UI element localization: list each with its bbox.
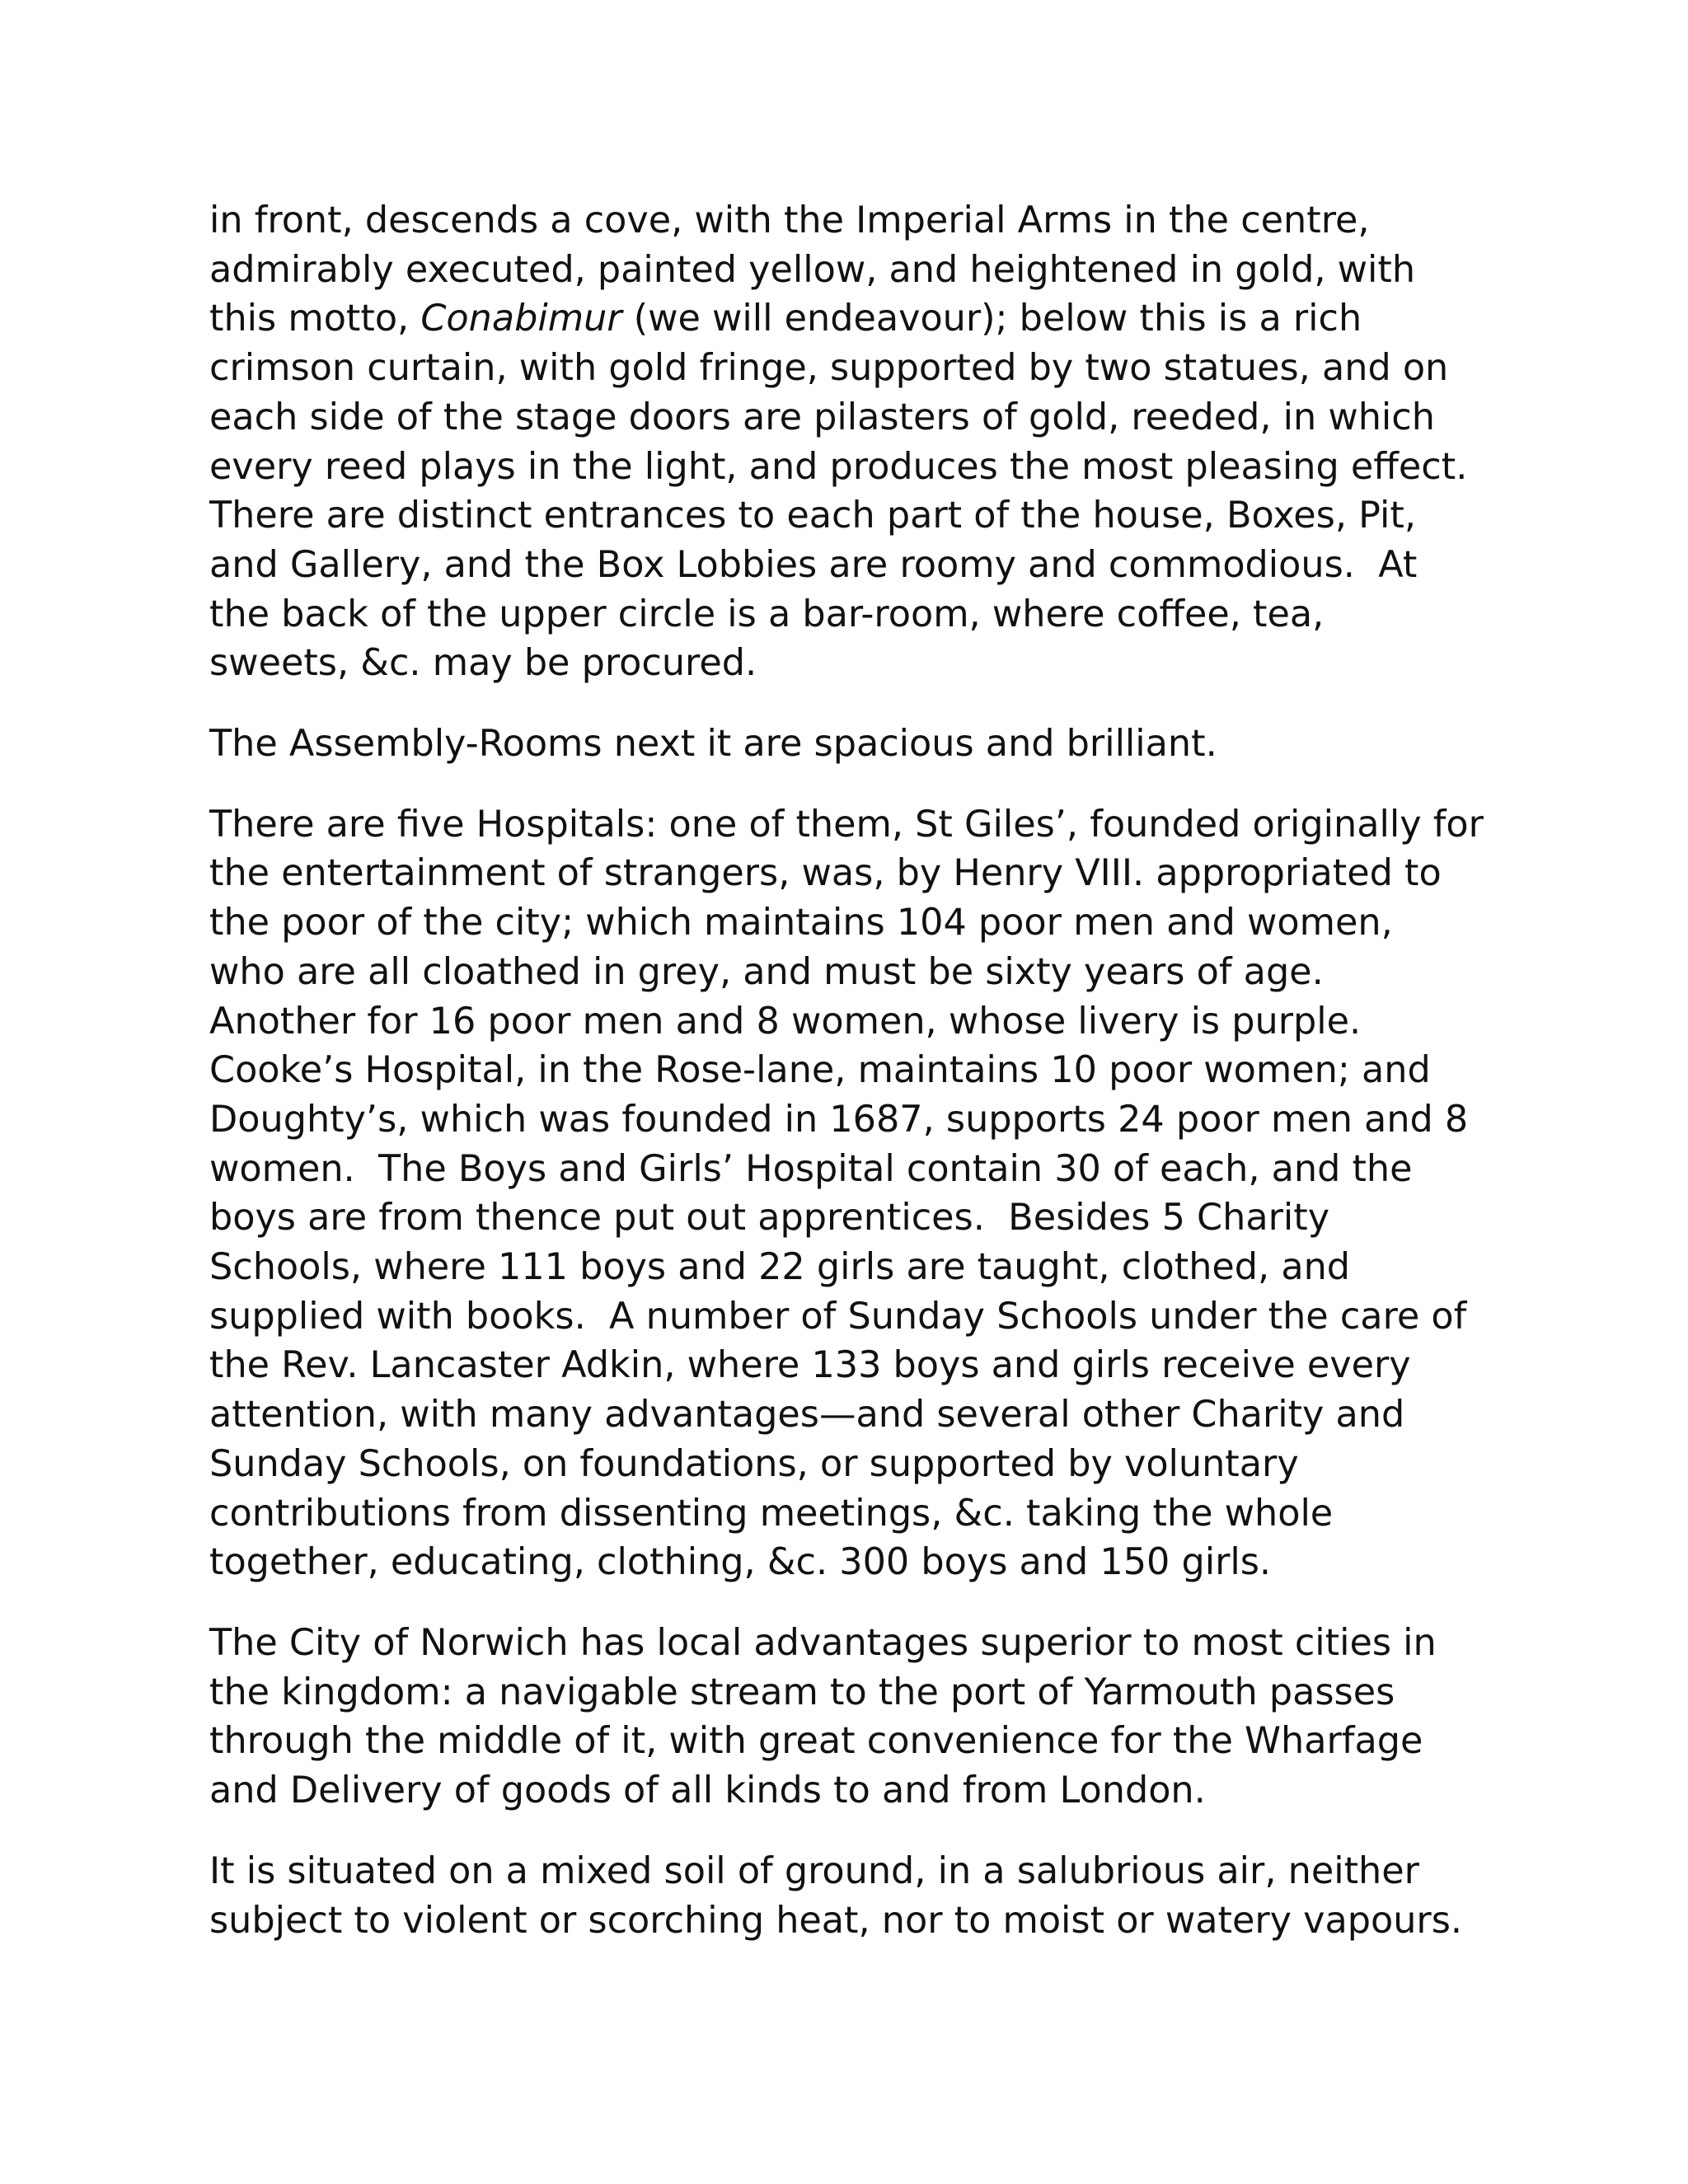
text-fragment: (we will endeavour); below this is a rich	[621, 298, 1362, 340]
text-line: supplied with books. A number of Sunday Schools under the care of	[209, 1295, 1467, 1338]
text-line: The City of Norwich has local advantages superior to most cities in	[209, 1621, 1437, 1664]
text-line: Schools, where 111 boys and 22 girls are taught, clothed, and	[209, 1246, 1351, 1289]
text-line: There are distinct entrances to each part of the house, Boxes, Pit,	[209, 494, 1416, 537]
text-line: through the middle of it, with great convenience for the Wharfage	[209, 1720, 1423, 1763]
text-line: the entertainment of strangers, was, by Henry VIII. appropriated to	[209, 852, 1442, 895]
motto-italic: Conabimur	[420, 298, 622, 340]
text-line: the back of the upper circle is a bar-room, where coffee, tea,	[209, 593, 1325, 635]
text-line: attention, with many advantages—and several other Charity and	[209, 1394, 1405, 1436]
text-line: The Assembly-Rooms next it are spacious and brilliant.	[209, 723, 1217, 766]
text-line: boys are from thence put out apprentices. Besides 5 Charity	[209, 1197, 1330, 1240]
text-line: It is situated on a mixed soil of ground, in a salubrious air, neither	[209, 1849, 1419, 1892]
text-line: the kingdom: a navigable stream to the port of Yarmouth passes	[209, 1671, 1395, 1713]
text-line: There are five Hospitals: one of them, St Giles’, founded originally for	[209, 803, 1484, 846]
text-line: women. The Boys and Girls’ Hospital contain 30 of each, and the	[209, 1147, 1413, 1190]
paragraph-assembly-rooms	[209, 719, 1495, 769]
text-line: together, educating, clothing, &c. 300 boys and 150 girls.	[209, 1541, 1272, 1584]
paragraph-norwich-advantages	[209, 1619, 1495, 1816]
text-line-motto	[209, 294, 1495, 344]
text-line: the poor of the city; which maintains 104 poor men and women,	[209, 902, 1393, 944]
text-line: each side of the stage doors are pilasters of gold, reeded, in which	[209, 396, 1435, 438]
text-line: admirably executed, painted yellow, and heightened in gold, with	[209, 248, 1416, 291]
text-line: in front, descends a cove, with the Imperial Arms in the centre,	[209, 199, 1370, 241]
paragraph-hospitals	[209, 800, 1495, 1587]
text-line: Sunday Schools, on foundations, or supported by voluntary	[209, 1442, 1299, 1485]
text-line: Another for 16 poor men and 8 women, whose livery is purple.	[209, 1000, 1362, 1043]
text-line: crimson curtain, with gold fringe, supported by two statues, and on	[209, 347, 1449, 390]
text-line: and Delivery of goods of all kinds to and from London.	[209, 1769, 1206, 1812]
document-page	[209, 196, 1495, 1976]
text-line: contributions from dissenting meetings, &c. taking the whole	[209, 1492, 1334, 1535]
paragraph-situation	[209, 1847, 1495, 1945]
text-line: every reed plays in the light, and produces the most pleasing effect.	[209, 445, 1468, 488]
text-fragment: this motto,	[209, 298, 421, 340]
paragraph-theatre	[209, 196, 1495, 688]
text-line: Cooke’s Hospital, in the Rose-lane, maintains 10 poor women; and	[209, 1049, 1431, 1092]
text-line: Doughty’s, which was founded in 1687, supports 24 poor men and 8	[209, 1098, 1469, 1141]
text-line: sweets, &c. may be procured.	[209, 642, 757, 685]
text-line: and Gallery, and the Box Lobbies are roomy and commodious. At	[209, 543, 1418, 586]
text-line: the Rev. Lancaster Adkin, where 133 boys and girls receive every	[209, 1344, 1411, 1387]
text-line: subject to violent or scorching heat, nor to moist or watery vapours.	[209, 1899, 1463, 1942]
text-line: who are all cloathed in grey, and must be sixty years of age.	[209, 950, 1324, 993]
